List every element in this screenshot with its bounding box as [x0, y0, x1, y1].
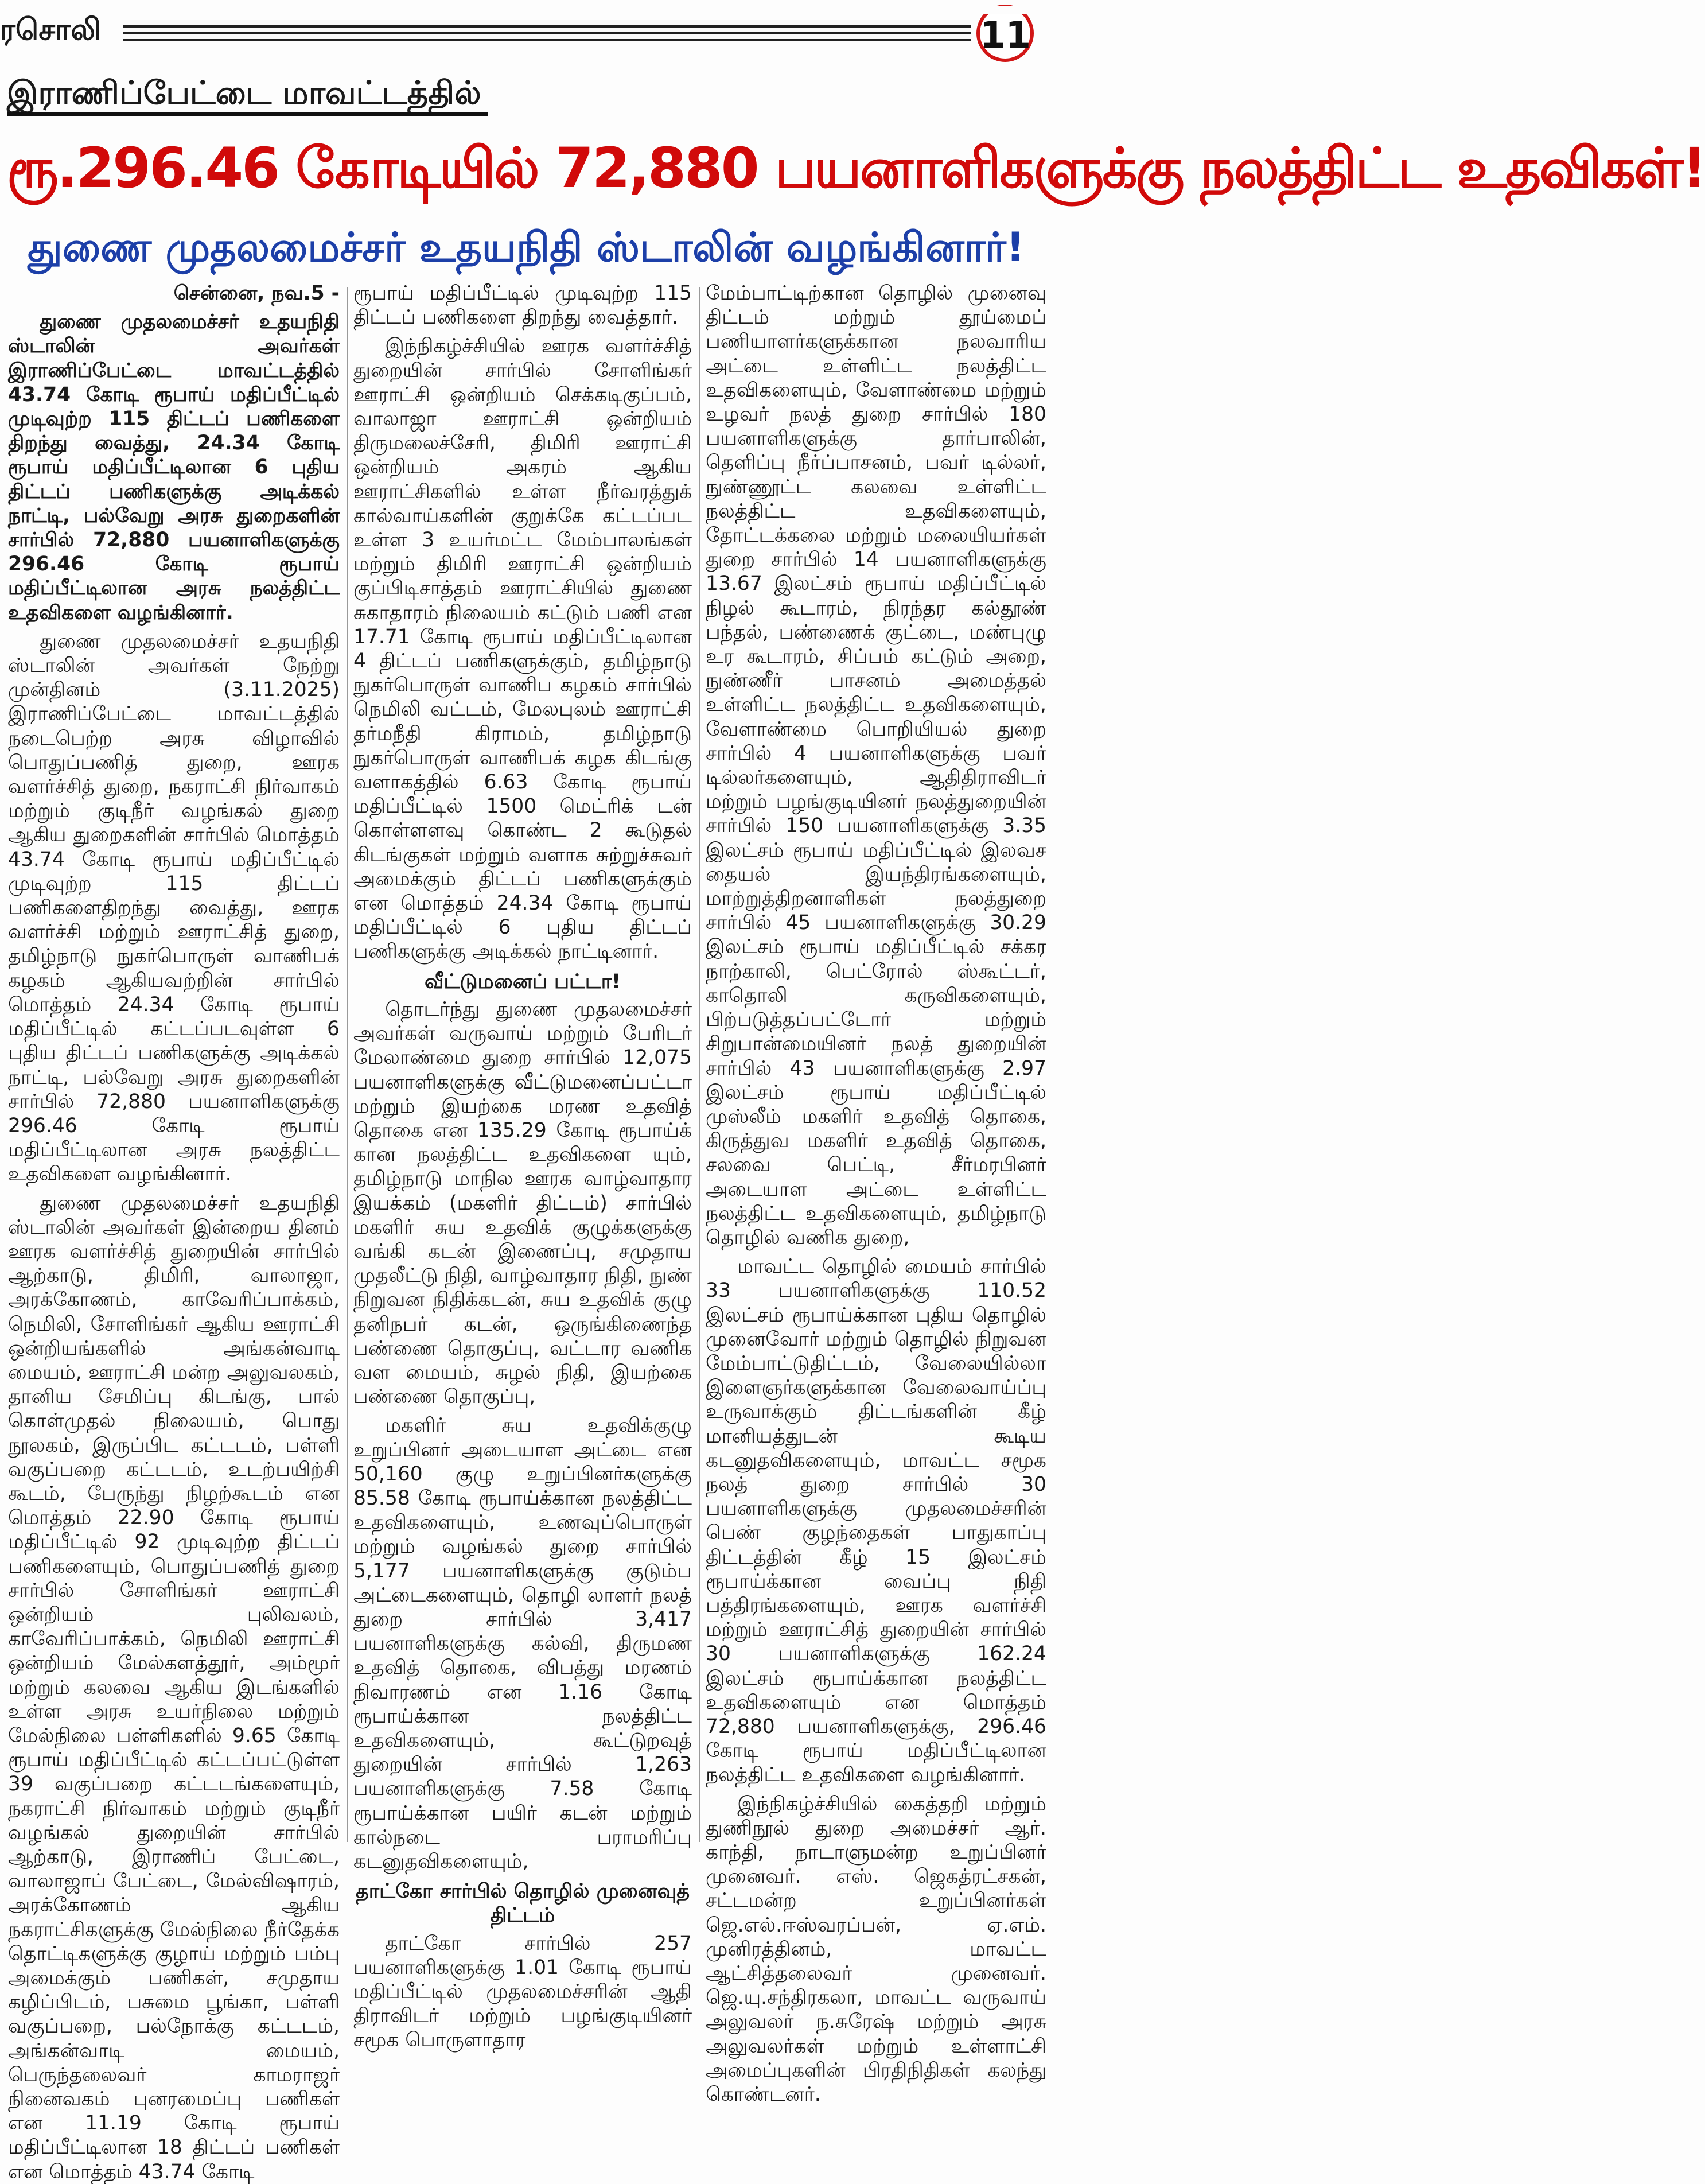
main-headline: ரூ.296.46 கோடியில் 72,880 பயனாளிகளுக்கு நலத்திட்ட உதவிகள்! [7, 136, 1705, 200]
sub-headline: துணை முதலமைச்சர் உதயநிதி ஸ்டாலின் வழங்கினார்! [28, 224, 1025, 271]
column-divider [699, 287, 700, 1842]
masthead-rule-top [123, 25, 971, 28]
article-paragraph: தொடர்ந்து துணை முதலமைச்சர் அவர்கள் வருவாய் மற்றும் பேரிடர் மேலாண்மை துறை சார்பில் 12,075 பயனாளிகளுக்கு வீட்டுமனைப்பட்டா மற்றும் இயற்கை மரண உதவித் தொகை என 135.29 கோடி ரூபாய்க் கான நலத்திட்ட உதவிகளை யும், தமிழ்நாடு மாநில ஊரக வாழ்வாதார இயக்கம் (மகளிர் திட்டம்) சார்பில் மகளிர் சுய உதவிக் குழுக்களுக்கு வங்கி கடன் இணைப்பு, சமுதாய முதலீட்டு நிதி, வாழ்வாதார நிதி, நுண் நிறுவன நிதிக்கடன், சுய உதவிக் குழு தனிநபர் கடன், ஒருங்கிணைந்த பண்ணை தொகுப்பு, வட்டார வணிக வள மையம், சுழல் நிதி, இயற்கை பண்ணை தொகுப்பு, [353, 997, 692, 1409]
masthead-bar [0, 0, 1052, 69]
article-paragraph: துணை முதலமைச்சர் உதயநிதி ஸ்டாலின் அவர்கள் நேற்று முன்தினம் (3.11.2025) இராணிப்பேட்டை மாவட்டத்தில் நடைபெற்ற அரசு விழாவில் பொதுப்பணித் துறை, ஊரக வளர்ச்சித் துறை, நகராட்சி நிர்வாகம் மற்றும் குடிநீர் வழங்கல் துறை ஆகிய துறைகளின் சார்பில் மொத்தம் 43.74 கோடி ரூபாய் மதிப்பீட்டில் முடிவுற்ற 115 திட்டப் பணிகளைதிறந்து வைத்து, ஊரக வளர்ச்சி மற்றும் ஊராட்சித் துறை, தமிழ்நாடு நுகர்பொருள் வாணிபக் கழகம் ஆகியவற்றின் சார்பில் மொத்தம் 24.34 கோடி ரூபாய் மதிப்பீட்டில் கட்டப்படவுள்ள 6 புதிய திட்டப் பணிகளுக்கு அடிக்கல் நாட்டி, பல்வேறு அரசு துறைகளின் சார்பில் 72,880 பயனாளிகளுக்கு 296.46 கோடி ரூபாய் மதிப்பீட்டிலான அரசு நலத்திட்ட உதவிகளை வழங்கினார். [8, 629, 340, 1186]
masthead-rule-bottom [123, 39, 971, 41]
article-paragraph: இந்நிகழ்ச்சியில் கைத்தறி மற்றும் துணிநூல் துறை அமைச்சர் ஆர். காந்தி, நாடாளுமன்ற உறுப்பினர் முனைவர். எஸ். ஜெகத்ரட்சகன், சட்டமன்ற உறுப்பினர்கள் ஜெ.எல்.ஈஸ்வரப்பன், ஏ.எம். முனிரத்தினம், மாவட்ட ஆட்சித்தலைவர் முனைவர். ஜெ.யு.சந்திரகலா, மாவட்ட வருவாய் அலுவலர் ந.சுரேஷ் மற்றும் அரசு அலுவலர்கள் மற்றும் உள்ளாட்சி அமைப்புகளின் பிரதிநிதிகள் கலந்து கொண்டனர். [706, 1792, 1046, 2107]
section-subheading: தாட்கோ சார்பில் தொழில் முனைவுத் திட்டம் [356, 1880, 690, 1927]
article-paragraph: இந்நிகழ்ச்சியில் ஊரக வளர்ச்சித் துறையின் சார்பில் சோளிங்கர் ஊராட்சி ஒன்றியம் செக்கடிகுப்பம், வாலாஜா ஊராட்சி ஒன்றியம் திருமலைச்சேரி, திமிரி ஊராட்சி ஒன்றியம் அகரம் ஆகிய ஊராட்சிகளில் உள்ள நீர்வரத்துக் கால்வாய்களின் குறுக்கே கட்டப்பட உள்ள 3 உயர்மட்ட மேம்பாலங்கள் மற்றும் திமிரி ஊராட்சி ஒன்றியம் குப்பிடிசாத்தம் ஊராட்சியில் துணை சுகாதாரம் நிலையம் கட்டும் பணி என 17.71 கோடி ரூபாய் மதிப்பீட்டிலான 4 திட்டப் பணிகளுக்கும், தமிழ்நாடு நுகர்பொருள் வாணிப கழகம் சார்பில் நெமிலி வட்டம், மேலபுலம் ஊராட்சி தர்மநீதி கிராமம், தமிழ்நாடு நுகர்பொருள் வாணிபக் கழக கிடங்கு வளாகத்தில் 6.63 கோடி ரூபாய் மதிப்பீட்டில் 1500 மெட்ரிக் டன் கொள்ளளவு கொண்ட 2 கூடுதல் கிடங்குகள் மற்றும் வளாக சுற்றுச்சுவர் அமைக்கும் திட்டப் பணிகளுக்கும் என மொத்தம் 24.34 கோடி ரூபாய் மதிப்பீட்டில் 6 புதிய திட்டப் பணிகளுக்கு அடிக்கல் நாட்டினார். [353, 335, 692, 963]
section-subheading: வீட்டுமனைப் பட்டா! [424, 970, 621, 993]
article-paragraph: மகளிர் சுய உதவிக்குழு உறுப்பினர் அடையாள அட்டை என 50,160 குழு உறுப்பினர்களுக்கு 85.58 கோடி ரூபாய்க்கான நலத்திட்ட உதவிகளையும், உணவுப்பொருள் மற்றும் வழங்கல் துறை சார்பில் 5,177 பயனாளிகளுக்கு குடும்ப அட்டைகளையும், தொழி லாளர் நலத் துறை சார்பில் 3,417 பயனாளிகளுக்கு கல்வி, திருமண உதவித் தொகை, விபத்து மரணம் நிவாரணம் என 1.16 கோடி ரூபாய்க்கான நலத்திட்ட உதவிகளையும், கூட்டுறவுத் துறையின் சார்பில் 1,263 பயனாளிகளுக்கு 7.58 கோடி ரூபாய்க்கான பயிர் கடன் மற்றும் கால்நடை பராமரிப்பு கடனுதவிகளையும், [353, 1414, 692, 1873]
kicker-underline [7, 112, 488, 116]
article-paragraph: துணை முதலமைச்சர் உதயநிதி ஸ்டாலின் அவர்கள் இன்றைய தினம் ஊரக வளர்ச்சித் துறையின் சார்பில் ஆற்காடு, திமிரி, வாலாஜா, அரக்கோணம், காவேரிப்பாக்கம், நெமிலி, சோளிங்கர் ஆகிய ஊராட்சி ஒன்றியங்களில் அங்கன்வாடி மையம், ஊராட்சி மன்ற அலுவலகம், தானிய சேமிப்பு கிடங்கு, பால் கொள்முதல் நிலையம், பொது நூலகம், இருப்பிட கட்டடம், பள்ளி வகுப்பறை கட்டடம், உடற்பயிற்சி கூடம், பேருந்து நிழற்கூடம் என மொத்தம் 22.90 கோடி ரூபாய் மதிப்பீட்டில் 92 முடிவுற்ற திட்டப் பணிகளையும், பொதுப்பணித் துறை சார்பில் சோளிங்கர் ஊராட்சி ஒன்றியம் புலிவலம், காவேரிப்பாக்கம், நெமிலி ஊராட்சி ஒன்றியம் மேல்களத்தூர், அம்மூர் மற்றும் கலவை ஆகிய இடங்களில் உள்ள அரசு உயர்நிலை மற்றும் மேல்நிலை பள்ளிகளில் 9.65 கோடி ரூபாய் மதிப்பீட்டில் கட்டப்பட்டுள்ள 39 வகுப்பறை கட்டடங்களையும், நகராட்சி நிர்வாகம் மற்றும் குடிநீர் வழங்கல் துறையின் சார்பில் ஆற்காடு, இராணிப் பேட்டை, வாலாஜாப் பேட்டை, மேல்விஷாரம், அரக்கோணம் ஆகிய நகராட்சிகளுக்கு மேல்நிலை நீர்தேக்க தொட்டிகளுக்கு குழாய் மற்றும் பம்பு அமைக்கும் பணிகள், சமுதாய கழிப்பிடம், பசுமை பூங்கா, பள்ளி வகுப்பறை, பல்நோக்கு கட்டடம், அங்கன்வாடி மையம், பெருந்தலைவர் காமராஜர் நினைவகம் புனரமைப்பு பணிகள் என 11.19 கோடி ரூபாய் மதிப்பீட்டிலான 18 திட்டப் பணிகள் என மொத்தம் 43.74 கோடி [8, 1191, 340, 2183]
kicker-title: இராணிப்பேட்டை மாவட்டத்தில் [7, 75, 481, 112]
article-paragraph: ரூபாய் மதிப்பீட்டில் முடிவுற்ற 115 திட்டப் பணிகளை திறந்து வைத்தார். [353, 282, 692, 329]
article-paragraph: மாவட்ட தொழில் மையம் சார்பில் 33 பயனாளிகளுக்கு 110.52 இலட்சம் ரூபாய்க்கான புதிய தொழில் முனைவோர் மற்றும் தொழில் நிறுவன மேம்பாட்டுதிட்டம், வேலையில்லா இளைஞர்களுக்கான வேலைவாய்ப்பு உருவாக்கும் திட்டங்களின் கீழ் மானியத்துடன் கூடிய கடனுதவிகளையும், மாவட்ட சமூக நலத் துறை சார்பில் 30 பயனாளிகளுக்கு முதலமைச்சரின் பெண் குழந்தைகள் பாதுகாப்பு திட்டத்தின் கீழ் 15 இலட்சம் ரூபாய்க்கான வைப்பு நிதி பத்திரங்களையும், ஊரக வளர்ச்சி மற்றும் ஊராட்சித் துறையின் சார்பில் 30 பயனாளிகளுக்கு 162.24 இலட்சம் ரூபாய்க்கான நலத்திட்ட உதவிகளையும் என மொத்தம் 72,880 பயனாளிகளுக்கு, 296.46 கோடி ரூபாய் மதிப்பீட்டிலான நலத்திட்ட உதவிகளை வழங்கினார். [706, 1255, 1046, 1787]
article-column-2 [353, 281, 692, 2052]
article-column-1 [8, 281, 340, 2183]
article-paragraph: தாட்கோ சார்பில் 257 பயனாளிகளுக்கு 1.01 கோடி ரூபாய் மதிப்பீட்டில் முதலமைச்சரின் ஆதி திராவிடர் மற்றும் பழங்குடியினர் சமூக பொருளாதார [353, 1932, 692, 2052]
lead-paragraph: துணை முதலமைச்சர் உதயநிதி ஸ்டாலின் அவர்கள் இராணிப்பேட்டை மாவட்டத்தில் 43.74 கோடி ரூபாய் மதிப்பீட்டில் முடிவுற்ற 115 திட்டப் பணிகளை திறந்து வைத்து, 24.34 கோடி ரூபாய் மதிப்பீட்டிலான 6 புதிய திட்டப் பணிகளுக்கு அடிக்கல் நாட்டி, பல்வேறு அரசு துறைகளின் சார்பில் 72,880 பயனாளிகளுக்கு 296.46 கோடி ரூபாய் மதிப்பீட்டிலான அரசு நலத்திட்ட உதவிகளை வழங்கினார். [8, 310, 340, 624]
page-number: 11 [980, 14, 1031, 57]
article-paragraph: மேம்பாட்டிற்கான தொழில் முனைவு திட்டம் மற்றும் தூய்மைப் பணியாளர்களுக்கான நலவாரிய அட்டை உள்ளிட்ட நலத்திட்ட உதவிகளையும், வேளாண்மை மற்றும் உழவர் நலத் துறை சார்பில் 180 பயனாளிகளுக்கு தார்பாலின், தெளிப்பு நீர்ப்பாசனம், பவர் டில்லர், நுண்ணூட்ட கலவை உள்ளிட்ட நலத்திட்ட உதவிகளையும், தோட்டக்கலை மற்றும் மலையியர்கள் துறை சார்பில் 14 பயனாளிகளுக்கு 13.67 இலட்சம் ரூபாய் மதிப்பீட்டில் நிழல் கூடாரம், நிரந்தர கல்தூண் பந்தல், பண்ணைக் குட்டை, மண்புழு உர கூடாரம், சிப்பம் கட்டும் அறை, நுண்ணீர் பாசனம் அமைத்தல் உள்ளிட்ட நலத்திட்ட உதவிகளையும், வேளாண்மை பொறியியல் துறை சார்பில் 4 பயனாளிகளுக்கு பவர் டில்லர்களையும், ஆதிதிராவிடர் மற்றும் பழங்குடியினர் நலத்துறையின் சார்பில் 150 பயனாளிகளுக்கு 3.35 இலட்சம் ரூபாய் மதிப்பீட்டில் இலவச தையல் இயந்திரங்களையும், மாற்றுத்திறனாளிகள் நலத்துறை சார்பில் 45 பயனாளிகளுக்கு 30.29 இலட்சம் ரூபாய் மதிப்பீட்டில் சக்கர நாற்காலி, பெட்ரோல் ஸ்கூட்டர், காதொலி கருவிகளையும், பிற்படுத்தப்பட்டோர் மற்றும் சிறுபான்மையினர் நலத் துறையின் சார்பில் 43 பயனாளிகளுக்கு 2.97 இலட்சம் ரூபாய் மதிப்பீட்டில் முஸ்லீம் மகளிர் உதவித் தொகை, கிருத்துவ மகளிர் உதவித் தொகை, சலவை பெட்டி, சீர்மரபினர் அடையாள அட்டை உள்ளிட்ட நலத்திட்ட உதவிகளையும், தமிழ்நாடு தொழில் வணிக துறை, [706, 282, 1046, 1249]
masthead-rule-middle [123, 32, 971, 34]
kicker-block [0, 73, 1052, 114]
column-divider [347, 287, 348, 1842]
paper-name: ரசொலி [0, 13, 102, 47]
article-column-3 [706, 281, 1046, 2107]
page-number-badge [976, 5, 1034, 62]
dateline: சென்னை, நவ.5 - [173, 282, 340, 305]
